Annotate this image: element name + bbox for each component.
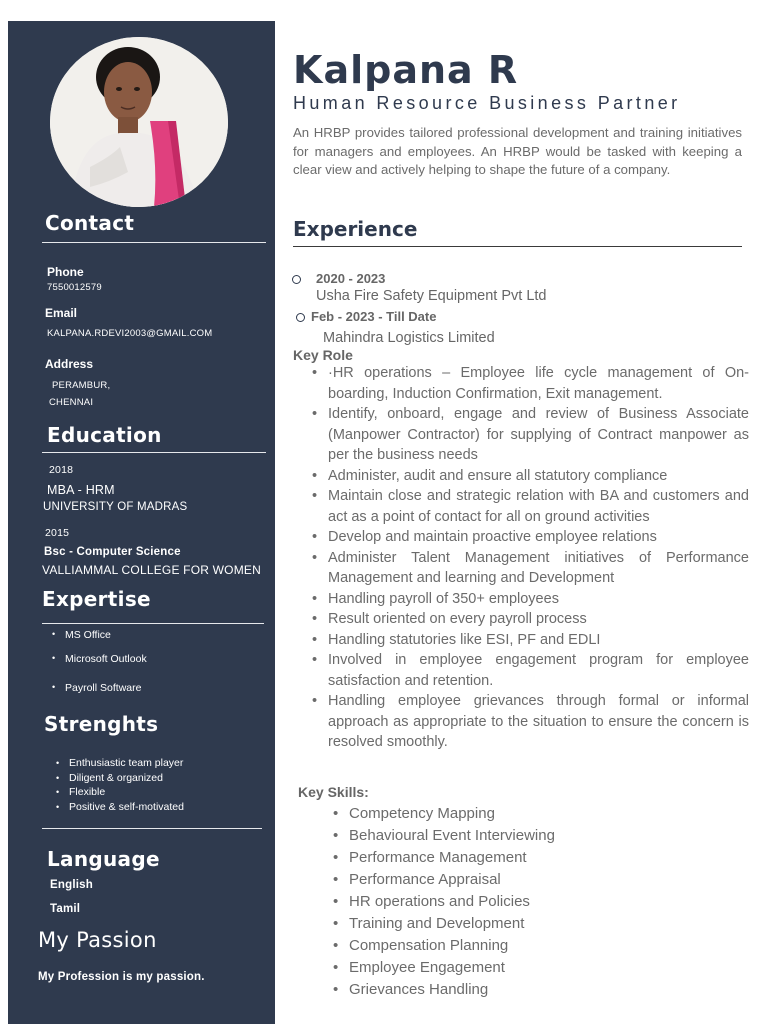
strength-item: • Diligent & organized xyxy=(56,771,184,786)
expertise-heading: Expertise xyxy=(42,587,151,611)
strength-item: • Flexible xyxy=(56,785,184,800)
experience-company-2: Mahindra Logistics Limited xyxy=(323,330,495,346)
key-role-item: • Handling payroll of 350+ employees xyxy=(311,589,749,610)
key-role-heading: Key Role xyxy=(293,347,353,363)
expertise-list xyxy=(52,629,147,694)
candidate-name: Kalpana R xyxy=(293,48,519,92)
key-role-item: • Maintain close and strategic relation with BA and customers and act as a point of contact for all on ground activities xyxy=(311,486,749,527)
education-year-2: 2015 xyxy=(45,527,70,539)
phone-label: Phone xyxy=(47,265,84,279)
key-skill-item: • HR operations and Policies xyxy=(332,891,555,913)
education-year-1: 2018 xyxy=(49,464,74,476)
education-school-1: UNIVERSITY OF MADRAS xyxy=(43,501,188,513)
profile-summary: An HRBP provides tailored professional development and training initiatives for managers and employees. An HRBP would be tasked with keeping a clear view and actively helping to shape the future of a company. xyxy=(293,125,742,178)
education-degree-1: MBA - HRM xyxy=(47,483,115,497)
key-skill-item: • Performance Appraisal xyxy=(332,869,555,891)
contact-divider xyxy=(42,242,266,243)
strengths-divider xyxy=(42,828,262,829)
key-role-item: • Handling employee grievances through formal or informal approach as appropriate to the situation to ensure the concern is resolved smoothly. xyxy=(311,691,749,753)
key-skills-list xyxy=(332,803,555,1001)
key-role-item: • Involved in employee engagement program for employee satisfaction and retention. xyxy=(311,650,749,691)
strengths-heading: Strenghts xyxy=(44,712,159,736)
expertise-item: • MS Office xyxy=(52,629,147,641)
key-skill-item: • Performance Management xyxy=(332,847,555,869)
experience-company-1: Usha Fire Safety Equipment Pvt Ltd xyxy=(316,288,547,304)
passion-heading: My Passion xyxy=(38,928,157,952)
key-role-item: • Result oriented on every payroll process xyxy=(311,609,749,630)
key-skill-item: • Compensation Planning xyxy=(332,935,555,957)
address-label: Address xyxy=(45,357,94,371)
experience-date-1: 2020 - 2023 xyxy=(316,271,386,286)
key-skill-item: • Behavioural Event Interviewing xyxy=(332,825,555,847)
experience-divider xyxy=(293,246,742,247)
timeline-circle-icon xyxy=(296,313,305,322)
strength-item: • Positive & self-motivated xyxy=(56,800,184,815)
strengths-list xyxy=(56,756,184,815)
phone-value: 7550012579 xyxy=(47,282,102,293)
experience-heading: Experience xyxy=(293,217,418,241)
expertise-divider xyxy=(42,623,264,624)
key-skill-item: • Employee Engagement xyxy=(332,957,555,979)
email-label: Email xyxy=(45,306,78,320)
sidebar xyxy=(8,21,275,1024)
candidate-title: Human Resource Business Partner xyxy=(293,93,681,113)
key-role-item: • Handling statutories like ESI, PF and EDLI xyxy=(311,630,749,651)
key-role-item: • Develop and maintain proactive employee relations xyxy=(311,527,749,548)
profile-photo xyxy=(50,37,228,207)
key-skill-item: • Grievances Handling xyxy=(332,979,555,1001)
contact-heading: Contact xyxy=(45,211,135,235)
education-divider xyxy=(42,452,266,453)
timeline-circle-icon xyxy=(292,275,301,284)
expertise-item: • Microsoft Outlook xyxy=(52,653,147,665)
address-line1: PERAMBUR, xyxy=(52,380,111,391)
education-heading: Education xyxy=(47,423,162,447)
passion-text: My Profession is my passion. xyxy=(38,971,205,983)
key-skills-heading: Key Skills: xyxy=(298,784,369,800)
key-skill-item: • Competency Mapping xyxy=(332,803,555,825)
expertise-item: • Payroll Software xyxy=(52,682,147,694)
key-role-list xyxy=(311,363,749,753)
key-role-item: • Administer Talent Management initiatives of Performance Management and learning and Development xyxy=(311,548,749,589)
strength-item: • Enthusiastic team player xyxy=(56,756,184,771)
language-heading: Language xyxy=(47,847,160,871)
key-role-item: • ·HR operations – Employee life cycle management of On-boarding, Induction Confirmation, Exit management. xyxy=(311,363,749,404)
language-item-english: English xyxy=(50,879,93,891)
language-item-tamil: Tamil xyxy=(50,903,81,915)
education-school-2: VALLIAMMAL COLLEGE FOR WOMEN xyxy=(42,563,261,577)
address-line2: CHENNAI xyxy=(49,397,94,408)
education-degree-2: Bsc - Computer Science xyxy=(44,546,181,558)
key-role-item: • Identify, onboard, engage and review of Business Associate (Manpower Contractor) for supplying of Contract manpower as per the business needs xyxy=(311,404,749,466)
key-skill-item: • Training and Development xyxy=(332,913,555,935)
key-role-item: • Administer, audit and ensure all statutory compliance xyxy=(311,466,749,487)
experience-date-2: Feb - 2023 - Till Date xyxy=(311,309,437,324)
email-value: KALPANA.RDEVI2003@GMAIL.COM xyxy=(47,328,213,339)
